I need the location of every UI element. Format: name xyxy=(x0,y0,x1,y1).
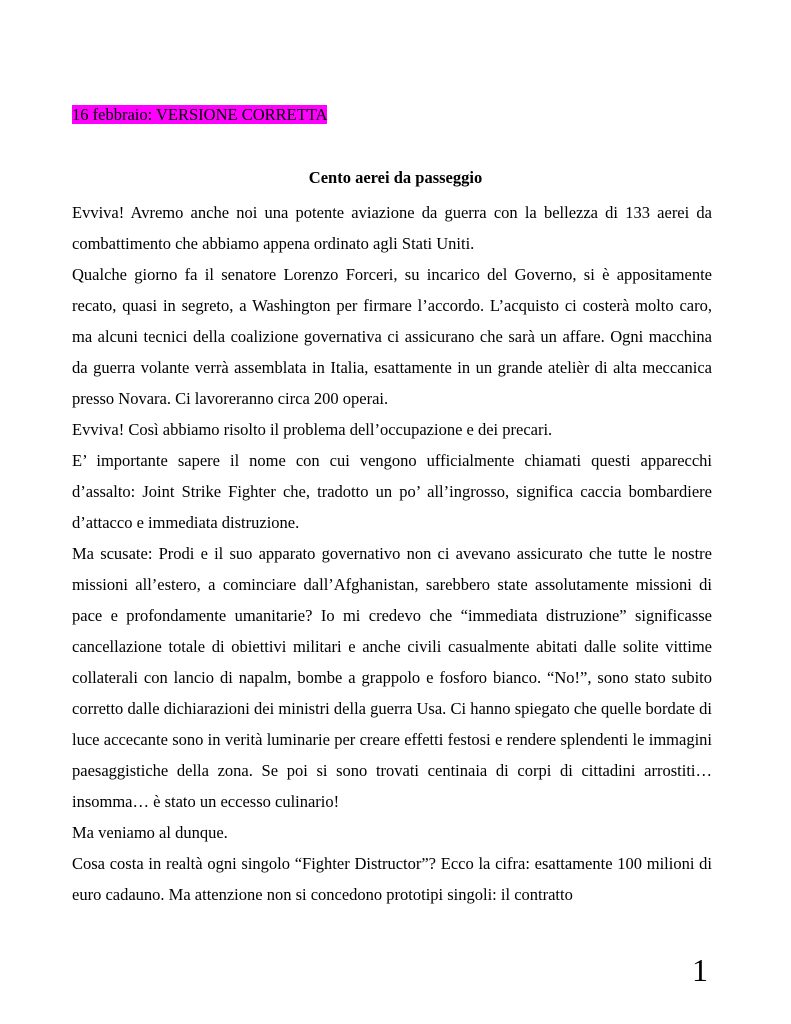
paragraph: Ma veniamo al dunque. xyxy=(72,823,228,842)
paragraph: Cosa costa in realtà ogni singolo “Fighter Distructor”? Ecco la cifra: esattamente 100 milioni di euro cadauno. Ma attenzione non si concedono prototipi singoli: il contratto xyxy=(72,854,712,904)
paragraph: Qualche giorno fa il senatore Lorenzo Forceri, su incarico del Governo, si è appositamente recato, quasi in segreto, a Washington per firmare l’accordo. L’acquisto ci costerà molto caro, ma alcuni tecnici della coalizione governativa ci assicurano che sarà un affare. Ogni macchina da guerra volante verrà assemblata in Italia, esattamente in un grande atelièr di alta meccanica presso Novara. Ci lavoreranno circa 200 operai. xyxy=(72,265,712,408)
article-title: Cento aerei da passeggio xyxy=(308,168,483,187)
paragraph: Ma scusate: Prodi e il suo apparato governativo non ci avevano assicurato che tutte le nostre missioni all’estero, a cominciare dall’Afghanistan, sarebbero state assolutamente missioni di pace e profondamente umanitarie? Io mi credevo che “immediata distruzione” significasse cancellazione totale di obiettivi militari e anche civili casualmente abitati dalle solite vittime collaterali con lancio di napalm, bombe a grappolo e fosforo bianco. “No!”, sono stato subito corretto dalle dichiarazioni dei ministri della guerra Usa. Ci hanno spiegato che quelle bordate di luce accecante sono in verità luminarie per creare effetti festosi e rendere splendenti le immagini paesaggistiche della zona. Se poi si sono trovati centinaia di corpi di cittadini arrostiti… insomma… è stato un eccesso culinario! xyxy=(72,544,712,811)
header-note xyxy=(72,104,327,126)
article-body xyxy=(72,197,712,910)
paragraph: Evviva! Così abbiamo risolto il problema dell’occupazione e dei precari. xyxy=(72,420,553,439)
highlighted-header-text: 16 febbraio: VERSIONE CORRETTA xyxy=(72,105,328,124)
paragraph: E’ importante sapere il nome con cui vengono ufficialmente chiamati questi apparecchi d’assalto: Joint Strike Fighter che, tradotto un po’ all’ingrosso, significa caccia bombardiere d’attacco e immediata distruzione. xyxy=(72,451,712,532)
page-number: 1 xyxy=(692,952,708,988)
paragraph: Evviva! Avremo anche noi una potente aviazione da guerra con la bellezza di 133 aerei da combattimento che abbiamo appena ordinato agli Stati Uniti. xyxy=(72,203,712,253)
